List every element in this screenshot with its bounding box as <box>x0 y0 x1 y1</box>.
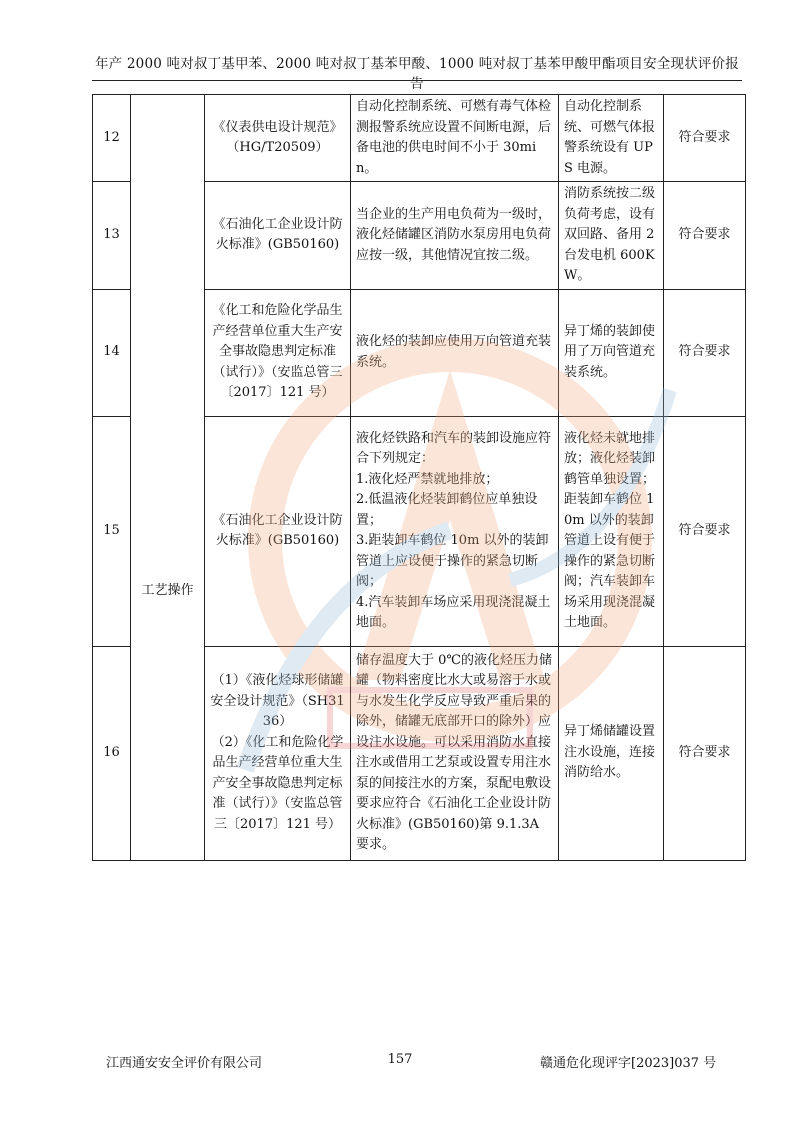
basis-cell <box>205 646 351 860</box>
footer-company: 江西通安安全评价有限公司 <box>106 1056 263 1071</box>
footer-report-number: 赣通危化现评字[2023]037 号 <box>540 1056 717 1071</box>
requirement-line: 液化烃铁路和汽车的装卸设施应符合下列规定： <box>356 430 552 466</box>
footer-page-number: 157 <box>387 1052 413 1067</box>
basis-text: 《石油化工企业设计防火标准》(GB50160) <box>212 216 343 253</box>
actual-cell: 异丁烯的装卸使用了万向管道充装系统。 <box>559 289 664 416</box>
conclusion-cell: 符合要求 <box>664 289 746 416</box>
actual-cell: 异丁烯储罐设置注水设施，连接消防给水。 <box>559 646 664 860</box>
basis-cell <box>205 416 351 646</box>
row-number: 16 <box>93 646 131 860</box>
basis-cell <box>205 289 351 416</box>
row-number: 14 <box>93 289 131 416</box>
row-number: 13 <box>93 182 131 290</box>
conclusion-cell: 符合要求 <box>664 646 746 860</box>
requirement-line: 1.液化烃严禁就地排放； <box>356 471 499 487</box>
category-label: 工艺操作 <box>141 583 194 598</box>
basis-text: 《石油化工企业设计防火标准》(GB50160) <box>212 512 343 548</box>
conclusion-cell: 符合要求 <box>664 416 746 646</box>
conclusion-cell: 符合要求 <box>664 182 746 290</box>
basis-text: （2）《化工和危险化学品生产经营单位重大生产安全事故隐患判定标准（试行）》（安监总管三〔2017〕121 号） <box>211 734 344 832</box>
row-number: 15 <box>93 416 131 646</box>
requirement-cell <box>351 416 559 646</box>
actual-cell: 液化烃未就地排放；液化烃装卸鹤管单独设置；距装卸车鹤位 10m 以外的装卸管道上设有便于操作的紧急切断阀；汽车装卸车场采用现浇混凝土地面。 <box>559 416 664 646</box>
actual-cell: 消防系统按二级负荷考虑，设有双回路、备用 2 台发电机 600KW。 <box>559 182 664 290</box>
category-cell <box>131 95 205 861</box>
evaluation-table <box>92 94 746 861</box>
requirement-cell: 储存温度大于 0℃的液化烃压力储罐（物料密度比水大或易溶于水或与水发生化学反应导致严重后果的除外，储罐无底部开口的除外）应设注水设施。可以采用消防水直接注水或借用工艺泵或设置专用注水泵的间接注水的方案，泵配电敷设要求应符合《石油化工企业设计防火标准》(GB50160)第 9.1.3A 要求。 <box>351 646 559 860</box>
table-row <box>93 95 746 182</box>
page-header-title: 年产 2000 吨对叔丁基甲苯、2000 吨对叔丁基苯甲酸、1000 吨对叔丁基苯甲酸甲酯项目安全现状评价报告 <box>94 56 740 92</box>
actual-cell: 自动化控制系统、可燃气体报警系统设有 UPS 电源。 <box>559 95 664 182</box>
conclusion-cell: 符合要求 <box>664 95 746 182</box>
basis-cell <box>205 182 351 290</box>
basis-text: 《仪表供电设计规范》（HG/T20509） <box>212 119 343 155</box>
requirement-line: 3.距装卸车鹤位 10m 以外的装卸管道上应设便于操作的紧急切断阀； <box>356 533 549 589</box>
requirement-cell: 自动化控制系统、可燃有毒气体检测报警系统应设置不间断电源，后备电池的供电时间不小于 30min。 <box>351 95 559 182</box>
requirement-cell: 液化烃的装卸应使用万向管道充装系统。 <box>351 289 559 416</box>
basis-cell <box>205 95 351 182</box>
header-divider <box>92 80 742 81</box>
basis-text: 《化工和危险化学品生产经营单位重大生产安全事故隐患判定标准（试行）》（安监总管三〔2017〕121 号） <box>212 303 343 401</box>
requirement-line: 4.汽车装卸车场应采用现浇混凝土地面。 <box>356 594 551 630</box>
requirement-line: 2.低温液化烃装卸鹤位应单独设置； <box>356 492 538 528</box>
row-number: 12 <box>93 95 131 182</box>
requirement-cell: 当企业的生产用电负荷为一级时，液化烃储罐区消防水泵房用电负荷应按一级，其他情况宜按二级。 <box>351 182 559 290</box>
basis-text: （1）《液化烃球形储罐安全设计规范》（SH3136） <box>210 673 345 729</box>
